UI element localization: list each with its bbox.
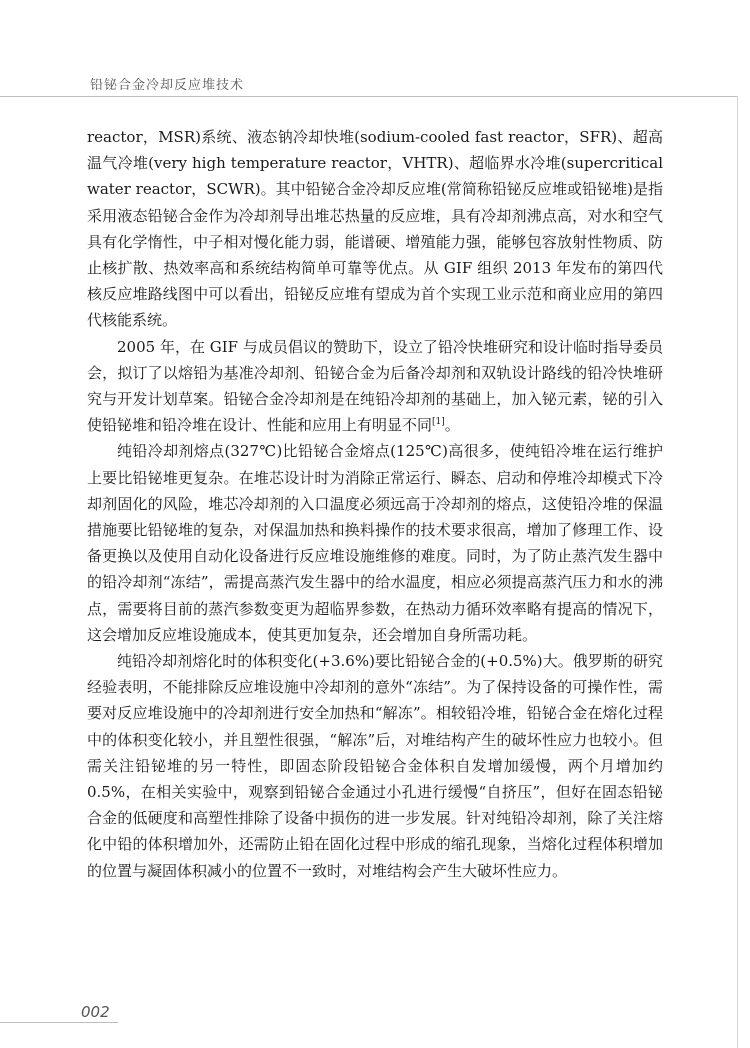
page-number: 002 <box>81 1003 110 1021</box>
running-header-title: 铅铋合金冷却反应堆技术 <box>90 78 245 93</box>
paragraph-2 <box>87 334 663 439</box>
paragraph-4 <box>87 648 663 884</box>
paragraph-4-text: 纯铅冷却剂熔化时的体积变化(+3.6%)要比铅铋合金的(+0.5%)大。俄罗斯的研究经验表明，不能排除反应堆设施中冷却剂的意外“冻结”。为了保持设备的可操作性，需要对反应堆设施中的冷却剂进行安全加热和“解冻”。相较铅冷堆，铅铋合金在熔化过程中的体积变化较小，并且塑性很强，“解冻”后，对堆结构产生的破坏性应力也较小。但需关注铅铋堆的另一特性，即固态阶段铅铋合金体积自发增加缓慢，两个月增加约 0.5%，在相关实验中，观察到铅铋合金通过小孔进行缓慢“自挤压”，但好在固态铅铋合金的低硬度和高塑性排除了设备中损伤的进一步发展。针对纯铅冷却剂，除了关注熔化中铅的体积增加外，还需防止铅在固化过程中形成的缩孔现象，当熔化过程体积增加的位置与凝固体积减小的位置不一致时，对堆结构会产生大破坏性应力。 <box>87 652 663 880</box>
paragraph-3-text: 纯铅冷却剂熔点(327℃)比铅铋合金熔点(125℃)高很多，使纯铅冷堆在运行维护上要比铅铋堆更复杂。在堆芯设计时为消除正常运行、瞬态、启动和停堆冷却模式下冷却剂固化的风险，堆芯冷却剂的入口温度必须远高于冷却剂的熔点，这使铅冷堆的保温措施要比铅铋堆的复杂，对保温加热和换料操作的技术要求很高，增加了修理工作、设备更换以及使用自动化设备进行反应堆设施维修的难度。同时，为了防止蒸汽发生器中的铅冷却剂“冻结”，需提高蒸汽发生器中的给水温度，相应必须提高蒸汽压力和水的沸点，需要将目前的蒸汽参数变更为超临界参数，在热动力循环效率略有提高的情况下，这会增加反应堆设施成本，使其更加复杂，还会增加自身所需功耗。 <box>87 442 663 644</box>
paragraph-1-text: reactor，MSR)系统、液态钠冷却快堆(sodium-cooled fast reactor，SFR)、超高温气冷堆(very high temperature reactor，VHTR)、超临界水冷堆(supercritical water reactor，SCWR)。其中铅铋合金冷却反应堆(常简称铅铋反应堆或铅铋堆)是指采用液态铅铋合金作为冷却剂导出堆芯热量的反应堆，具有冷却剂沸点高，对水和空气具有化学惰性，中子相对慢化能力弱，能谱硬、增殖能力强，能够包容放射性物质、防止核扩散、热效率高和系统结构简单可靠等优点。从 GIF 组织 2013 年发布的第四代核反应堆路线图中可以看出，铅铋反应堆有望成为首个实现工业示范和商业应用的第四代核能系统。 <box>87 128 663 330</box>
paragraph-1 <box>87 124 663 334</box>
paragraph-2-text: 2005 年，在 GIF 与成员倡议的赞助下，设立了铅冷快堆研究和设计临时指导委员会，拟订了以熔铅为基准冷却剂、铅铋合金为后备冷却剂和双轨设计路线的铅冷快堆研究与开发计划草案。铅铋合金冷却剂是在纯铅冷却剂的基础上，加入铋元素，铋的引入使铅铋堆和铅冷堆在设计、性能和应用上有明显不同 <box>87 337 663 435</box>
footer-divider <box>0 1022 118 1023</box>
paragraph-2-tail: 。 <box>444 416 460 435</box>
citation-ref[interactable]: [1] <box>432 417 445 428</box>
body-text <box>87 124 663 884</box>
paragraph-3 <box>87 438 663 648</box>
page-edge-divider <box>737 96 738 1048</box>
header-divider <box>0 96 738 97</box>
